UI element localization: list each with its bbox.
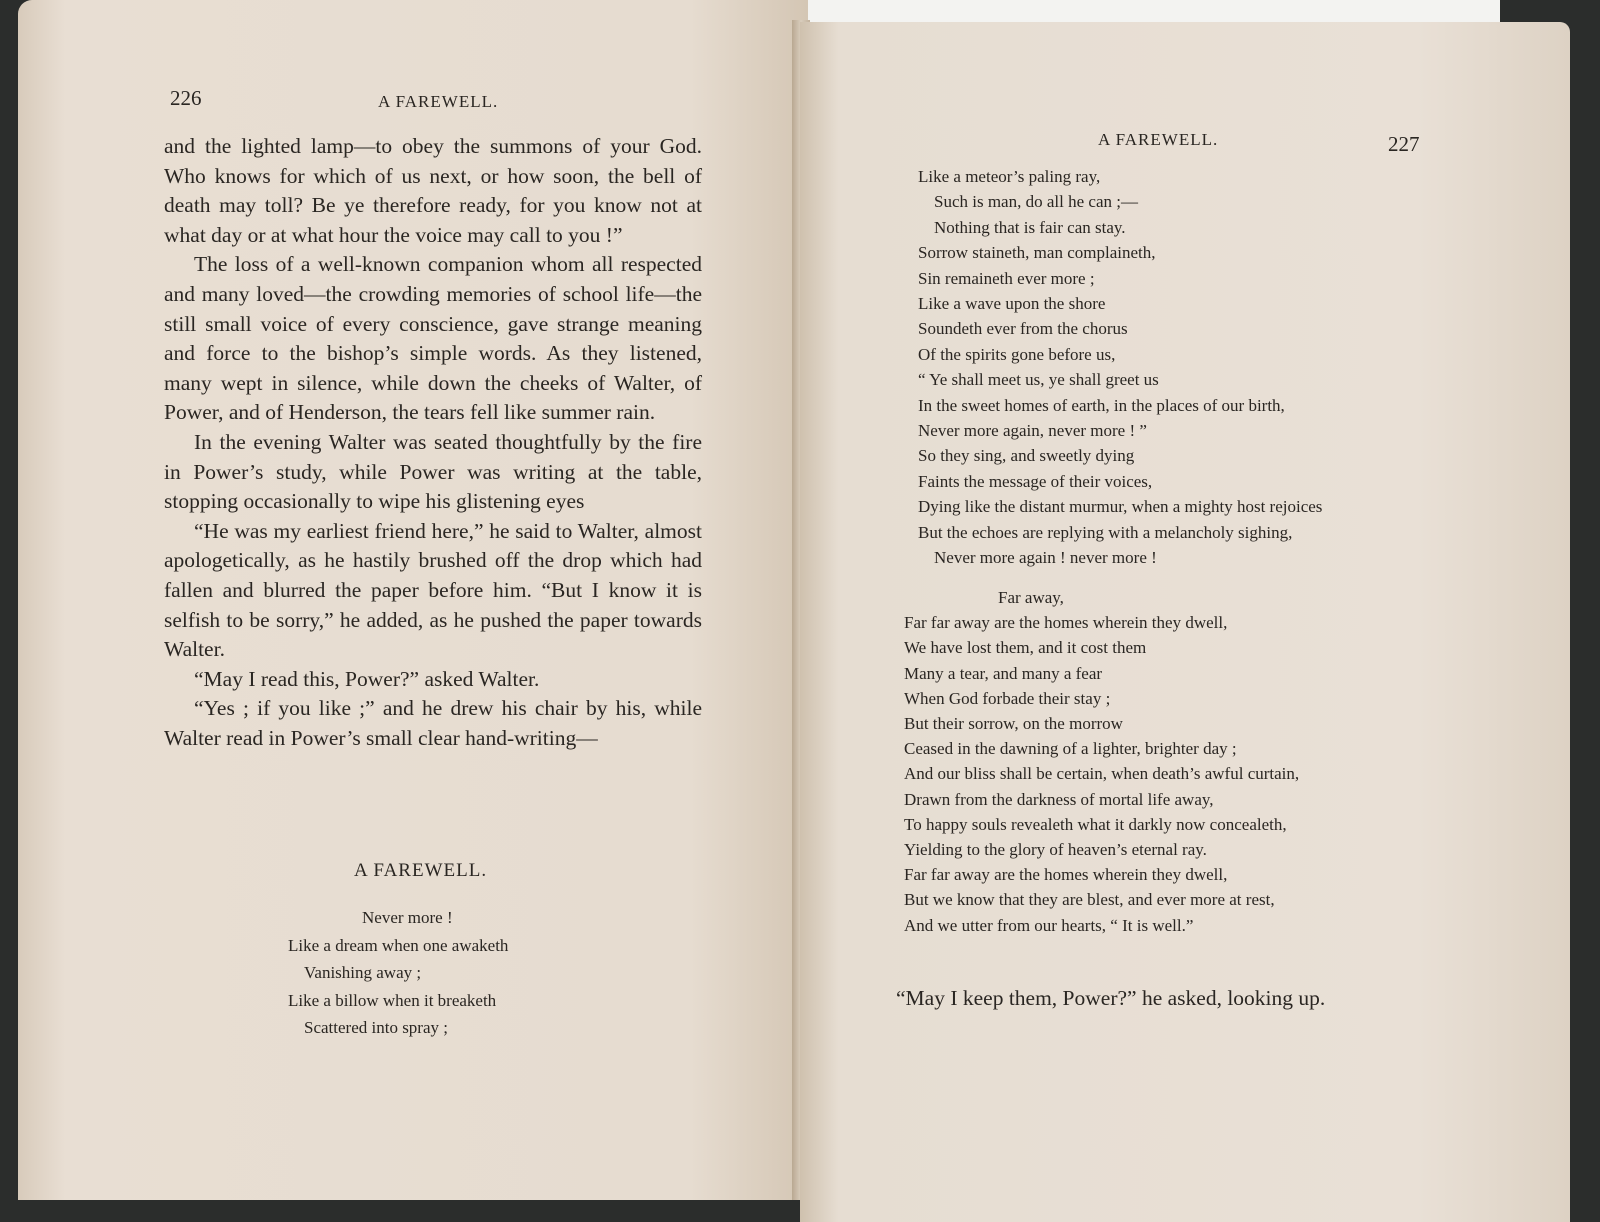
verse-line: Never more again, never more ! ” (918, 421, 1147, 441)
right-page (800, 22, 1570, 1222)
verse-line: Ceased in the dawning of a lighter, brighter day ; (904, 739, 1237, 759)
verse-line: Faints the message of their voices, (918, 471, 1153, 491)
verse-line: And we utter from our hearts, “ It is well.” (904, 915, 1194, 935)
right-verse-stanza-2 (904, 585, 1299, 938)
running-head-right: A FAREWELL. (1098, 130, 1219, 149)
page-number-right: 227 (1388, 132, 1420, 156)
verse-line: “ Ye shall meet us, ye shall greet us (918, 370, 1159, 390)
verse-line: Vanishing away ; (304, 963, 422, 982)
verse-line: Drawn from the darkness of mortal life away, (904, 789, 1214, 809)
verse-line: In the sweet homes of earth, in the places of our birth, (918, 395, 1285, 415)
left-page (18, 0, 808, 1200)
verse-line: So they sing, and sweetly dying (918, 446, 1135, 466)
verse-line: Far far away are the homes wherein they dwell, (904, 613, 1228, 633)
verse-line: Like a dream when one awaketh (288, 935, 509, 955)
paragraph: “May I keep them, Power?” he asked, looking up. (896, 986, 1326, 1010)
verse-line: Like a meteor’s paling ray, (918, 167, 1101, 186)
verse-line: We have lost them, and it cost them (904, 638, 1147, 658)
verse-line: Like a billow when it breaketh (288, 990, 497, 1010)
verse-line: But their sorrow, on the morrow (904, 714, 1123, 734)
verse-line: Like a wave upon the shore (918, 294, 1106, 314)
verse-line: To happy souls revealeth what it darkly now concealeth, (904, 814, 1287, 834)
verse-line: But we know that they are blest, and ever more at rest, (904, 890, 1275, 910)
right-verse-stanza-1 (918, 164, 1322, 571)
verse-line: Dying like the distant murmur, when a mighty host rejoices (918, 497, 1323, 517)
verse-line: Of the spirits gone before us, (918, 344, 1116, 364)
left-prose (164, 132, 702, 753)
verse-line: Soundeth ever from the chorus (918, 319, 1128, 339)
verse-line: Sorrow staineth, man complaineth, (918, 243, 1156, 263)
verse-line: Far far away are the homes wherein they dwell, (904, 865, 1228, 885)
paragraph: “May I read this, Power?” asked Walter. (194, 666, 540, 691)
paragraph: and the lighted lamp—to obey the summons of your God. Who knows for which of us next, or how soon, the bell of death may toll? Be ye therefore ready, for you know not at what day or at what hour the voice may call to you !” (164, 134, 702, 247)
verse-line: Never more again ! never more ! (934, 548, 1157, 568)
verse-line: Scattered into spray ; (304, 1018, 448, 1037)
verse-line: When God forbade their stay ; (904, 688, 1111, 708)
verse-line: Many a tear, and many a fear (904, 663, 1103, 683)
verse-line: Far away, (998, 588, 1064, 607)
left-verse (288, 904, 508, 1042)
verse-line: Yielding to the glory of heaven’s eternal ray. (904, 840, 1207, 860)
verse-line: But the echoes are replying with a melancholy sighing, (918, 522, 1293, 542)
verse-line: And our bliss shall be certain, when death’s awful curtain, (904, 764, 1300, 784)
paragraph: The loss of a well-known companion whom all respected and many loved—the crowding memories of school life—the still small voice of every conscience, gave strange meaning and force to the bishop’s simple words. As they listened, many wept in silence, while down the cheeks of Walter, of Power, and of Henderson, the tears fell like summer rain. (164, 252, 702, 425)
verse-line: Such is man, do all he can ;— (934, 192, 1138, 212)
poem-title: A FAREWELL. (354, 860, 488, 881)
paragraph: In the evening Walter was seated thoughtfully by the fire in Power’s study, while Power was writing at the table, stopping occasionally to wipe his glistening eyes (164, 429, 702, 514)
verse-line: Nothing that is fair can stay. (934, 217, 1126, 237)
paragraph: “He was my earliest friend here,” he said to Walter, almost apologetically, as he hastily brushed off the drop which had fallen and blurred the paper before him. “But I know it is selfish to be sorry,” he added, as he pushed the paper towards Walter. (164, 518, 702, 662)
right-closing-prose (860, 984, 1388, 1014)
verse-line: Never more ! (362, 908, 453, 927)
page-number-left: 226 (170, 86, 202, 110)
paragraph: “Yes ; if you like ;” and he drew his chair by his, while Walter read in Power’s small clear hand-writing— (164, 696, 702, 750)
verse-line: Sin remaineth ever more ; (918, 268, 1095, 288)
running-head-left: A FAREWELL. (378, 92, 499, 111)
